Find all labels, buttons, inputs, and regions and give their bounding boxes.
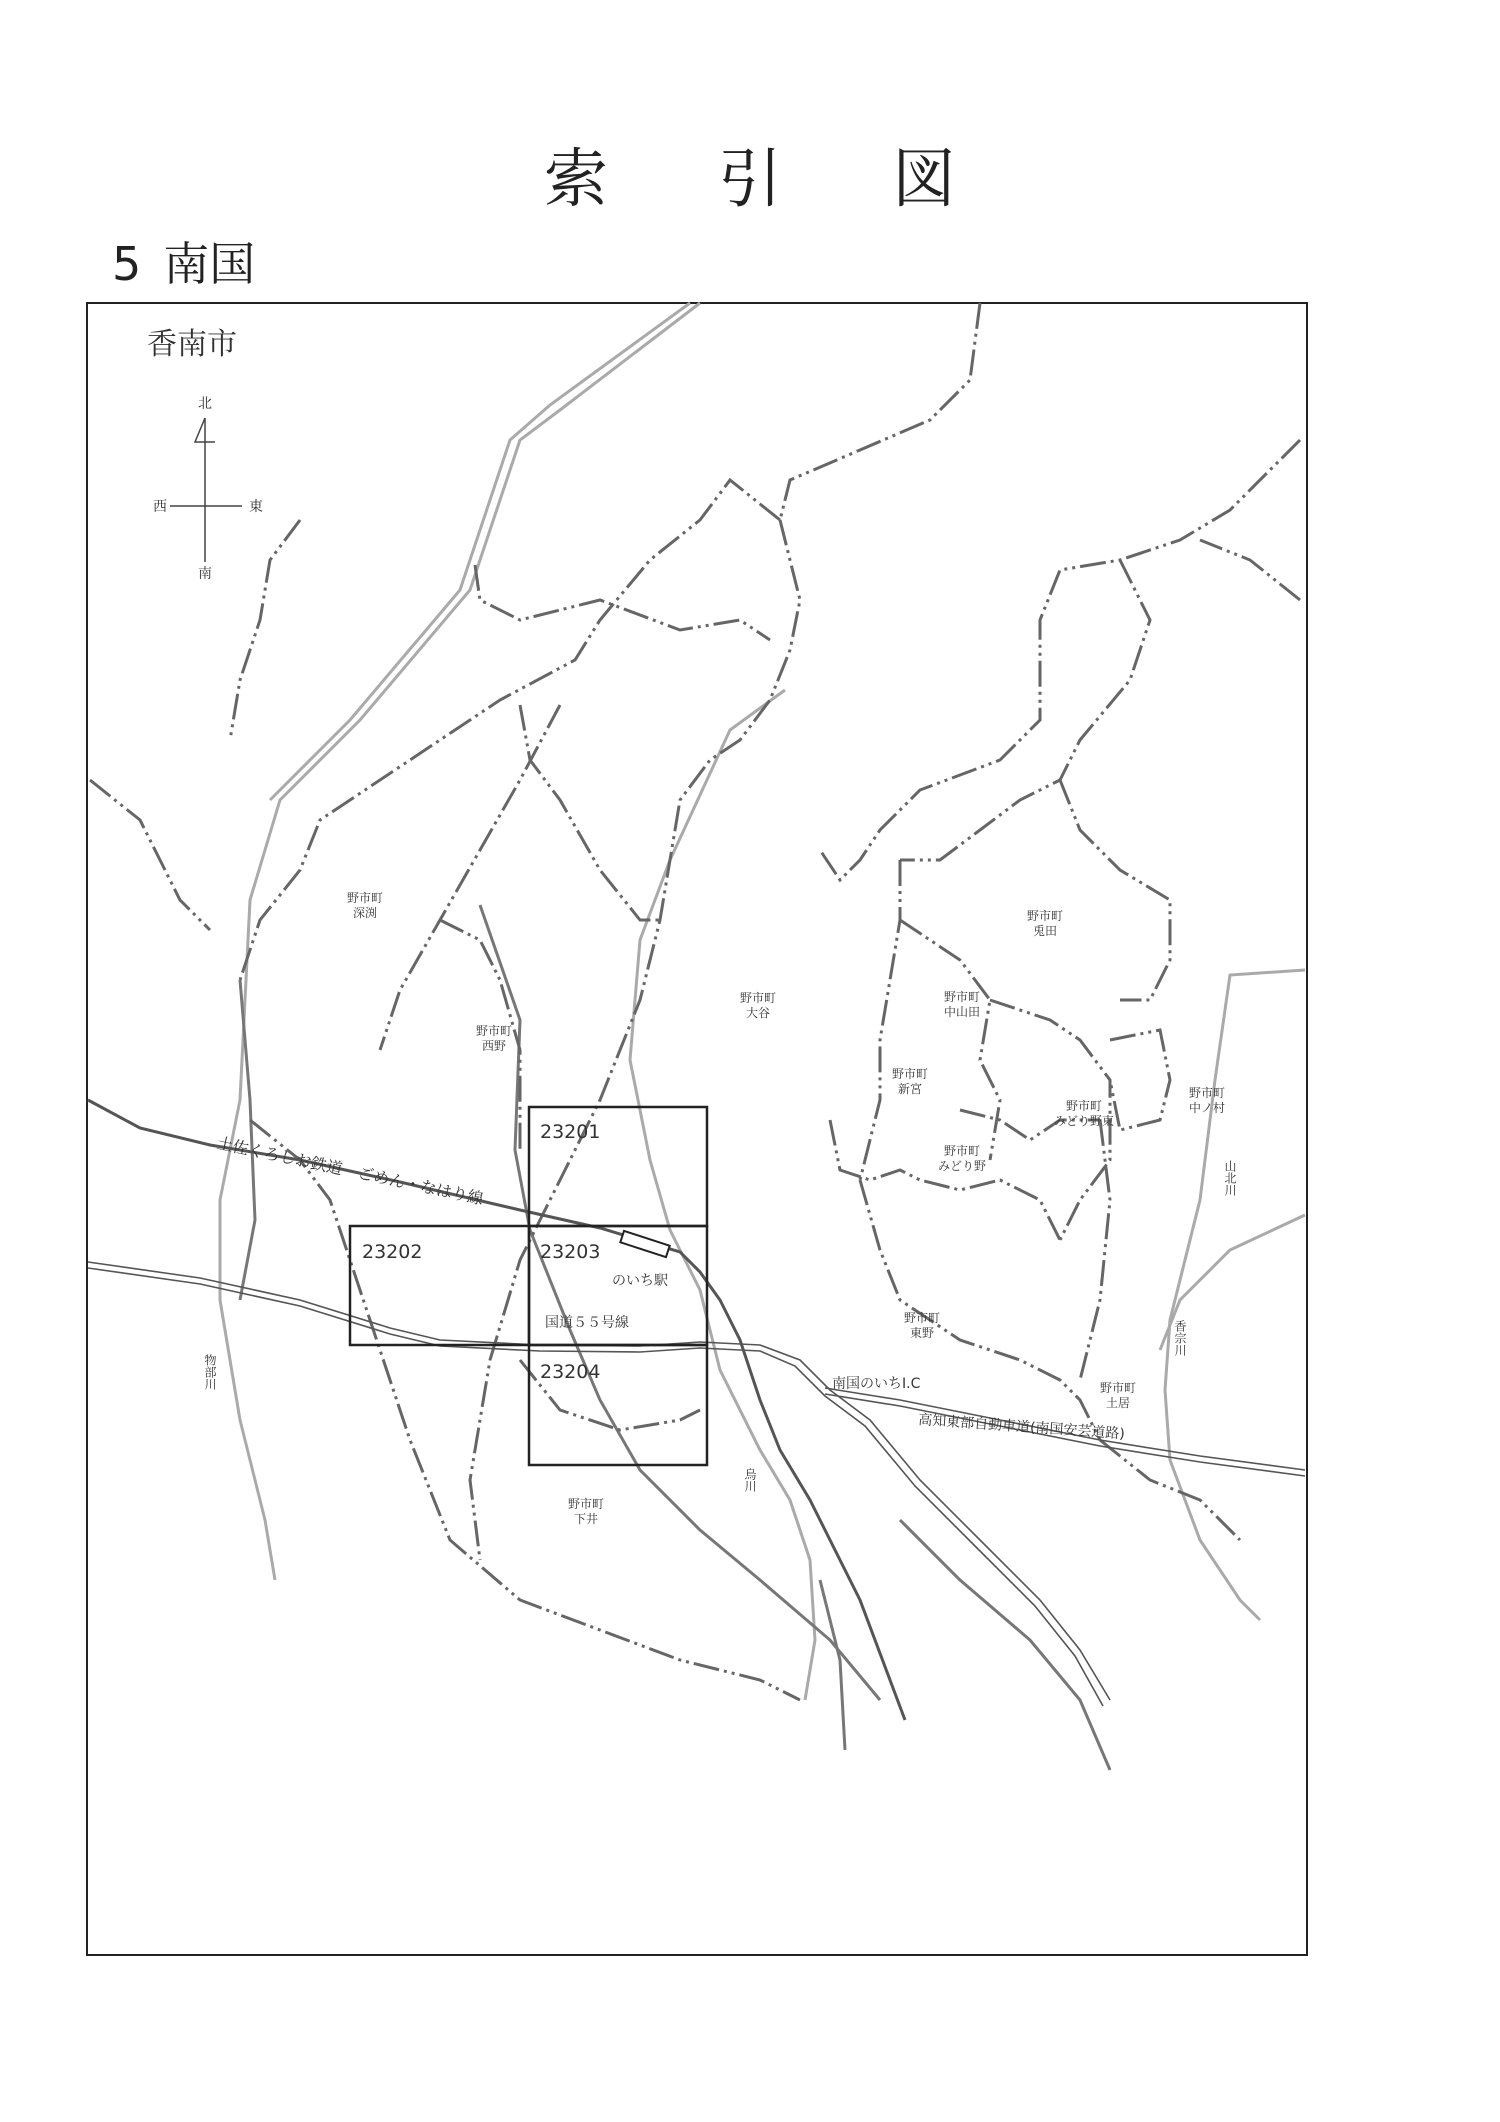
area-line2: 中山田: [943, 1005, 981, 1019]
section-number: 5: [112, 237, 142, 291]
area-line2: みどり野東: [1053, 1114, 1115, 1128]
area-line2: 西野: [481, 1039, 507, 1053]
area-line1: 野市町: [739, 991, 777, 1005]
area-line2: 東野: [909, 1326, 935, 1340]
page-title: 索引図: [544, 143, 1066, 217]
area-line1: 野市町: [943, 1144, 981, 1158]
noichi-station-icon: [620, 1231, 669, 1257]
railway-label: 土佐くろしお鉄道 ごめん・なはり線: [215, 1133, 486, 1209]
area-line1: 野市町: [943, 990, 981, 1004]
area-line1: 野市町: [567, 1497, 605, 1511]
area-line1: 野市町: [891, 1067, 929, 1081]
roads: [240, 905, 1110, 1770]
monobe-river: [220, 303, 700, 1580]
compass-south: 南: [198, 566, 212, 582]
area-line2: 中ノ村: [1188, 1101, 1226, 1115]
area-line2: 深渕: [352, 906, 378, 920]
karasu-river-label: 烏川: [743, 1468, 757, 1492]
compass-icon: [170, 418, 242, 562]
kagamune-river-label: 香宗川: [1173, 1320, 1187, 1356]
compass-north: 北: [198, 396, 212, 412]
area-line1: 野市町: [903, 1311, 941, 1325]
yamakita-river-label: 山北川: [1223, 1160, 1237, 1196]
section-name: 南国: [163, 237, 256, 291]
gomen-nahari-line: [88, 1100, 905, 1720]
compass-west: 西: [153, 499, 167, 515]
area-line1: 野市町: [1099, 1381, 1137, 1395]
area-line2: 新宮: [897, 1082, 923, 1096]
city-name: 香南市: [147, 327, 237, 362]
boundaries: [90, 303, 1300, 1700]
area-line1: 野市町: [346, 891, 384, 905]
area-line1: 野市町: [1026, 909, 1064, 923]
sheet-label-23201: 23201: [540, 1121, 601, 1143]
route55-label: 国道５５号線: [545, 1315, 629, 1331]
area-line2: みどり野: [937, 1159, 987, 1173]
sheet-label-23203: 23203: [540, 1241, 601, 1263]
monobe-river-label: 物部川: [203, 1354, 217, 1390]
area-line1: 野市町: [475, 1024, 513, 1038]
area-line2: 下井: [573, 1512, 599, 1526]
compass-east: 東: [249, 499, 263, 515]
area-line1: 野市町: [1188, 1086, 1226, 1100]
expressway-label: 高知東部自動車道(南国安芸道路): [917, 1412, 1126, 1443]
area-line1: 野市町: [1065, 1099, 1103, 1113]
interchange-label: 南国のいちI.C: [832, 1376, 921, 1392]
station-label: のいち駅: [612, 1273, 668, 1289]
sheet-label-23204: 23204: [540, 1361, 601, 1383]
area-line2: 土居: [1105, 1396, 1131, 1410]
area-line2: 兎田: [1032, 924, 1058, 938]
area-line2: 大谷: [745, 1006, 771, 1020]
sheet-label-23202: 23202: [362, 1241, 423, 1263]
